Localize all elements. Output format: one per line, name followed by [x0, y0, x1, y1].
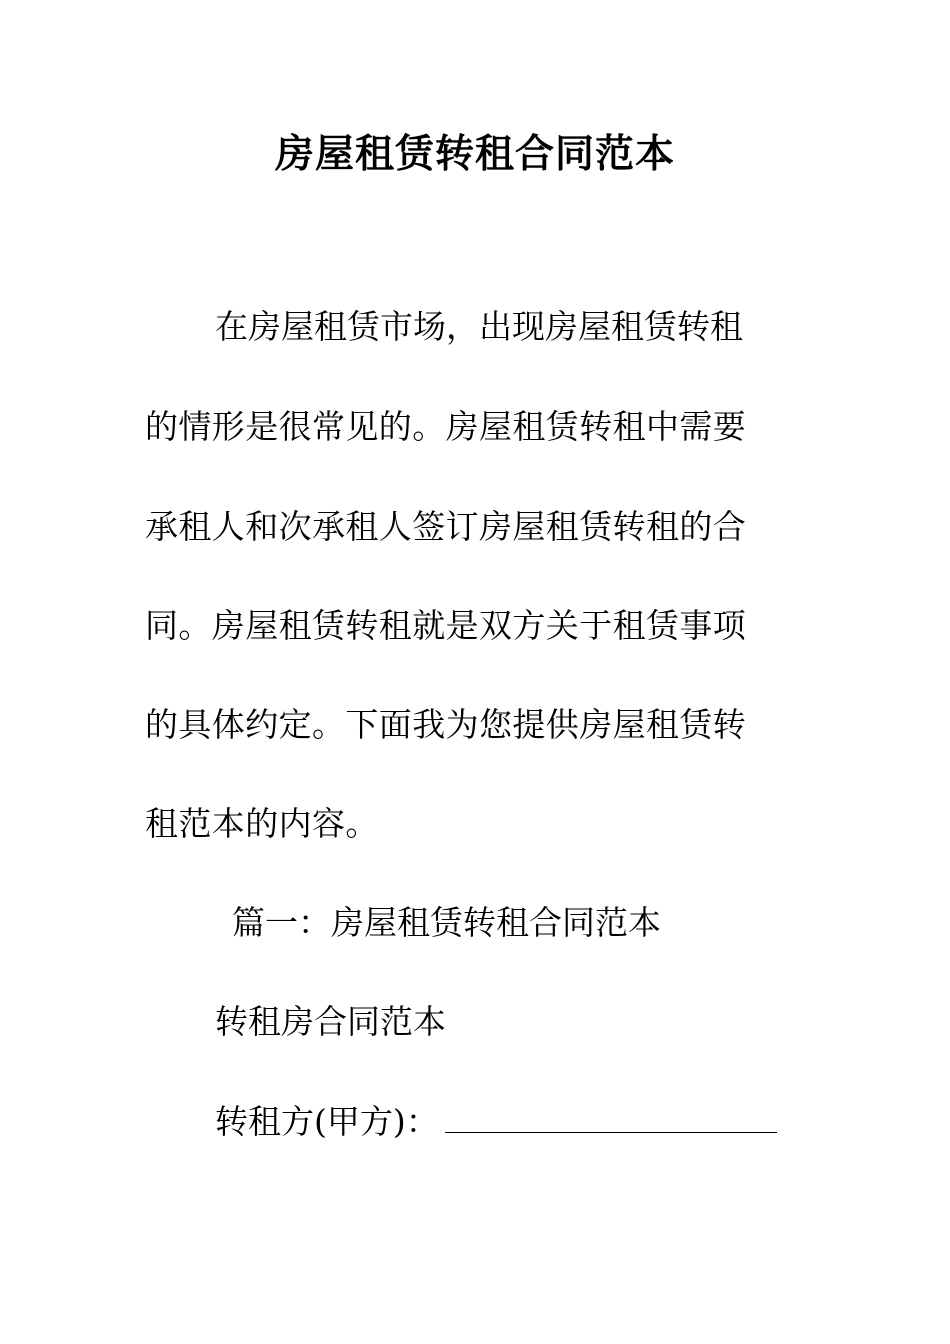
intro-line-6: 租范本的内容。: [145, 804, 379, 843]
intro-line-3: 承租人和次承租人签订房屋租赁转租的合: [145, 507, 747, 546]
contract-title: 转租房合同范本: [215, 1002, 446, 1041]
document-title: 房屋租赁转租合同范本: [274, 131, 675, 177]
intro-line-1: 在房屋租赁市场，出现房屋租赁转租: [215, 307, 743, 346]
intro-line-4: 同。房屋租赁转租就是双方关于租赁事项: [145, 606, 747, 645]
sublessor-label: 转租方(甲方)：: [215, 1102, 439, 1141]
intro-line-2: 的情形是很常见的。房屋租赁转租中需要: [145, 407, 747, 446]
sublessor-blank-field[interactable]: [445, 1102, 777, 1133]
sublessor-line: [215, 1100, 777, 1144]
intro-line-5: 的具体约定。下面我为您提供房屋租赁转: [145, 705, 747, 744]
section-heading: 篇一：房屋租赁转租合同范本: [232, 903, 661, 942]
